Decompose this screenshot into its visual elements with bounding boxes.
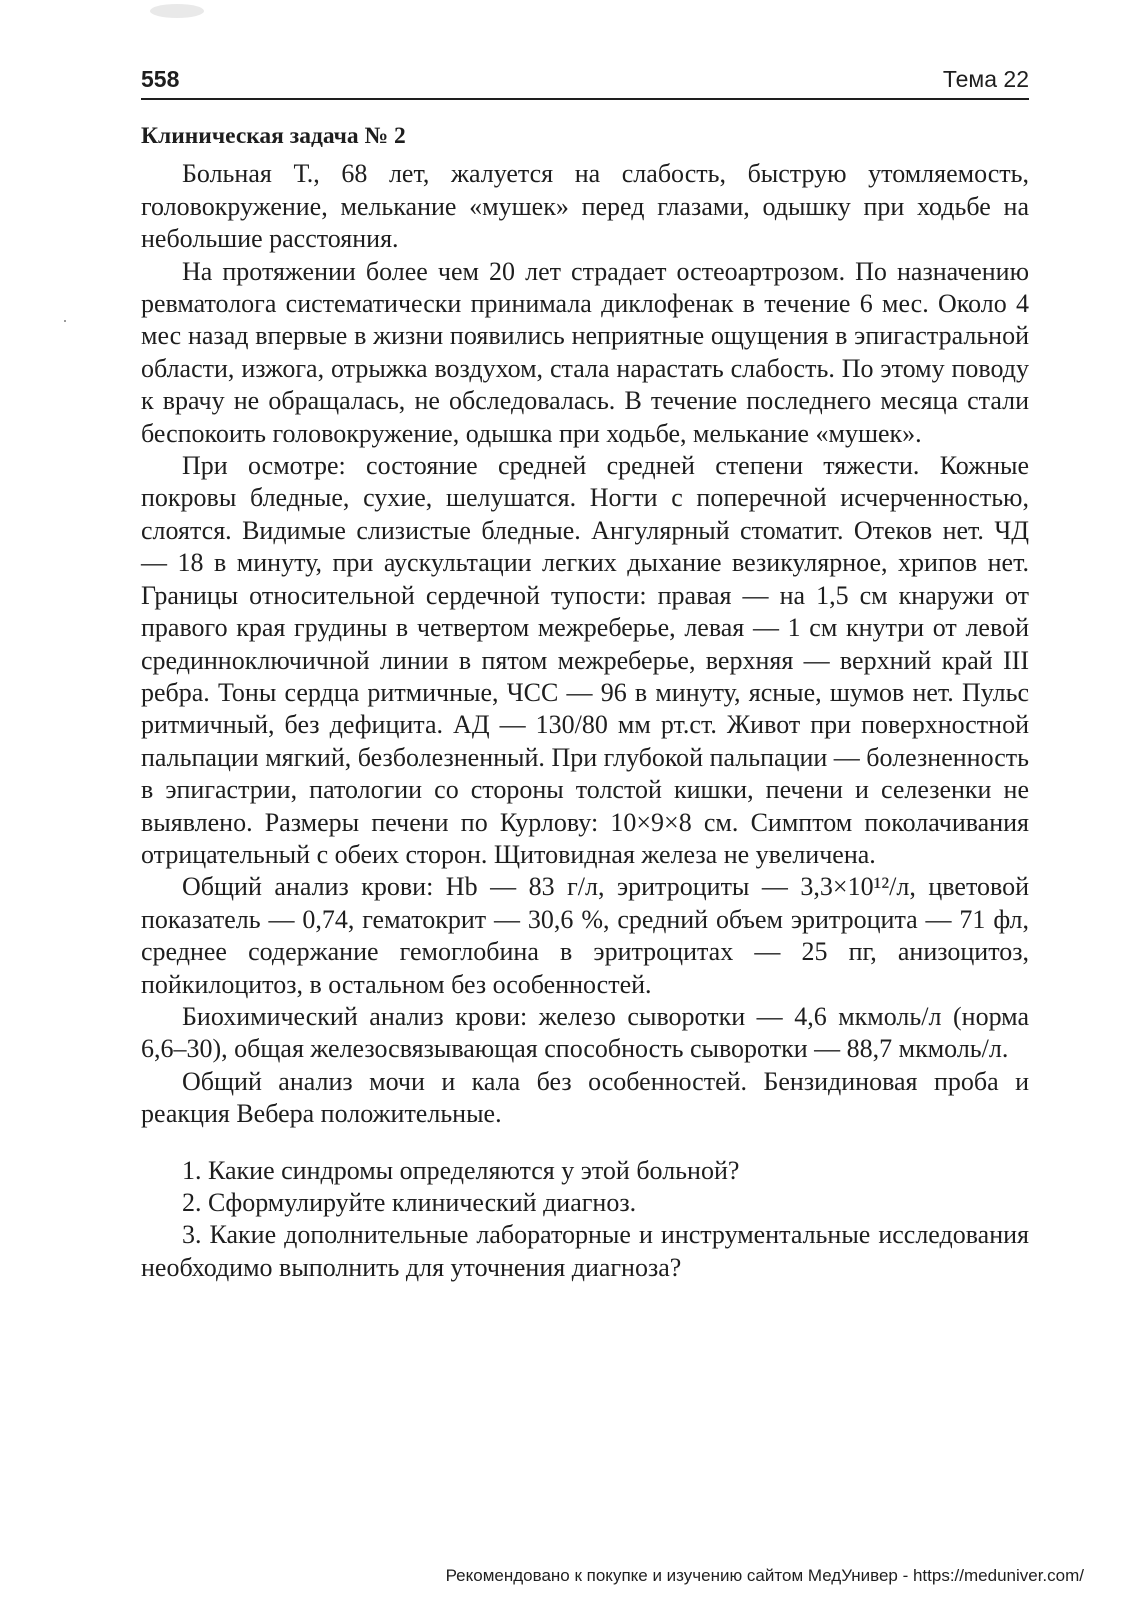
blood-test-paragraph: Общий анализ крови: Hb — 83 г/л, эритроциты — 3,3×10¹²/л, цветовой показатель — 0,74, гематокрит — 30,6 %, средний объем эритроцита — 71 фл, среднее содержание гемоглобина в эритроцитах — 25 пг, анизоцитоз, пойкилоцитоз, в остальном без особенностей. xyxy=(141,872,1029,999)
urine-stool-paragraph: Общий анализ мочи и кала без особенностей. Бензидиновая проба и реакция Вебера положительные. xyxy=(141,1066,1029,1129)
examination-paragraph: При осмотре: состояние средней средней степени тяжести. Кожные покровы бледные, сухие, шелушатся. Ногти с поперечной исчерченностью, слоятся. Видимые слизистые бледные. Ангулярный стоматит. Отеков нет. ЧД — 18 в минуту, при аускультации легких дыхание везикулярное, хрипов нет. Границы относительной сердечной тупости: правая — на 1,5 см кнаружи от правого края грудины в четвертом межреберье, левая — 1 см кнутри от левой срединноключичной линии в пятом межреберье, верхняя — верхний край III ребра. Тоны сердца ритмичные, ЧСС — 96 в минуту, ясные, шумов нет. Пульс ритмичный, без дефицита. АД — 130/80 мм рт.ст. Живот при поверхностной пальпации мягкий, безболезненный. При глубокой пальпации — болезненность в эпигастрии, патологии со стороны толстой кишки, печени и селезенки не выявлено. Размеры печени по Курлову: 10×9×8 см. Симптом поколачивания отрицательный с обеих сторон. Щитовидная железа не увеличена. xyxy=(141,451,1029,869)
scan-smudge xyxy=(150,4,204,18)
page-header xyxy=(141,64,1029,100)
running-title: Тема 22 xyxy=(942,66,1029,92)
question-item: 3. Какие дополнительные лабораторные и инструментальные исследования необходимо выполнить для уточнения диагноза? xyxy=(141,1220,1029,1282)
questions-list xyxy=(141,1155,1029,1285)
question-item: 2. Сформулируйте клинический диагноз. xyxy=(182,1188,637,1217)
complaints-paragraph: Больная Т., 68 лет, жалуется на слабость, быструю утомляемость, головокружение, мелькание «мушек» перед глазами, одышку при ходьбе на небольшие расстояния. xyxy=(141,159,1029,254)
page-number: 558 xyxy=(141,66,180,92)
history-paragraph: На протяжении более чем 20 лет страдает остеоартрозом. По назначению ревматолога систематически принимала диклофенак в течение 6 мес. Около 4 мес назад впервые в жизни появились неприятные ощущения в эпигастральной области, изжога, отрыжка воздухом, стала нарастать слабость. По этому поводу к врачу не обращалась, не обследовалась. В течение последнего месяца стали беспокоить головокружение, одышка при ходьбе, мелькание «мушек». xyxy=(141,256,1029,448)
page-content xyxy=(141,120,1029,1284)
question-item: 1. Какие синдромы определяются у этой больной? xyxy=(182,1155,740,1185)
biochemistry-paragraph: Биохимический анализ крови: железо сыворотки — 4,6 мкмоль/л (норма 6,6–30), общая железосвязывающая способность сыворотки — 88,7 мкмоль/л. xyxy=(141,1001,1029,1064)
task-title: Клиническая задача № 2 xyxy=(141,123,406,149)
footer-note: Рекомендовано к покупке и изучению сайтом МедУнивер - https://meduniver.com/ xyxy=(445,1566,1084,1585)
scan-speck xyxy=(64,320,66,322)
